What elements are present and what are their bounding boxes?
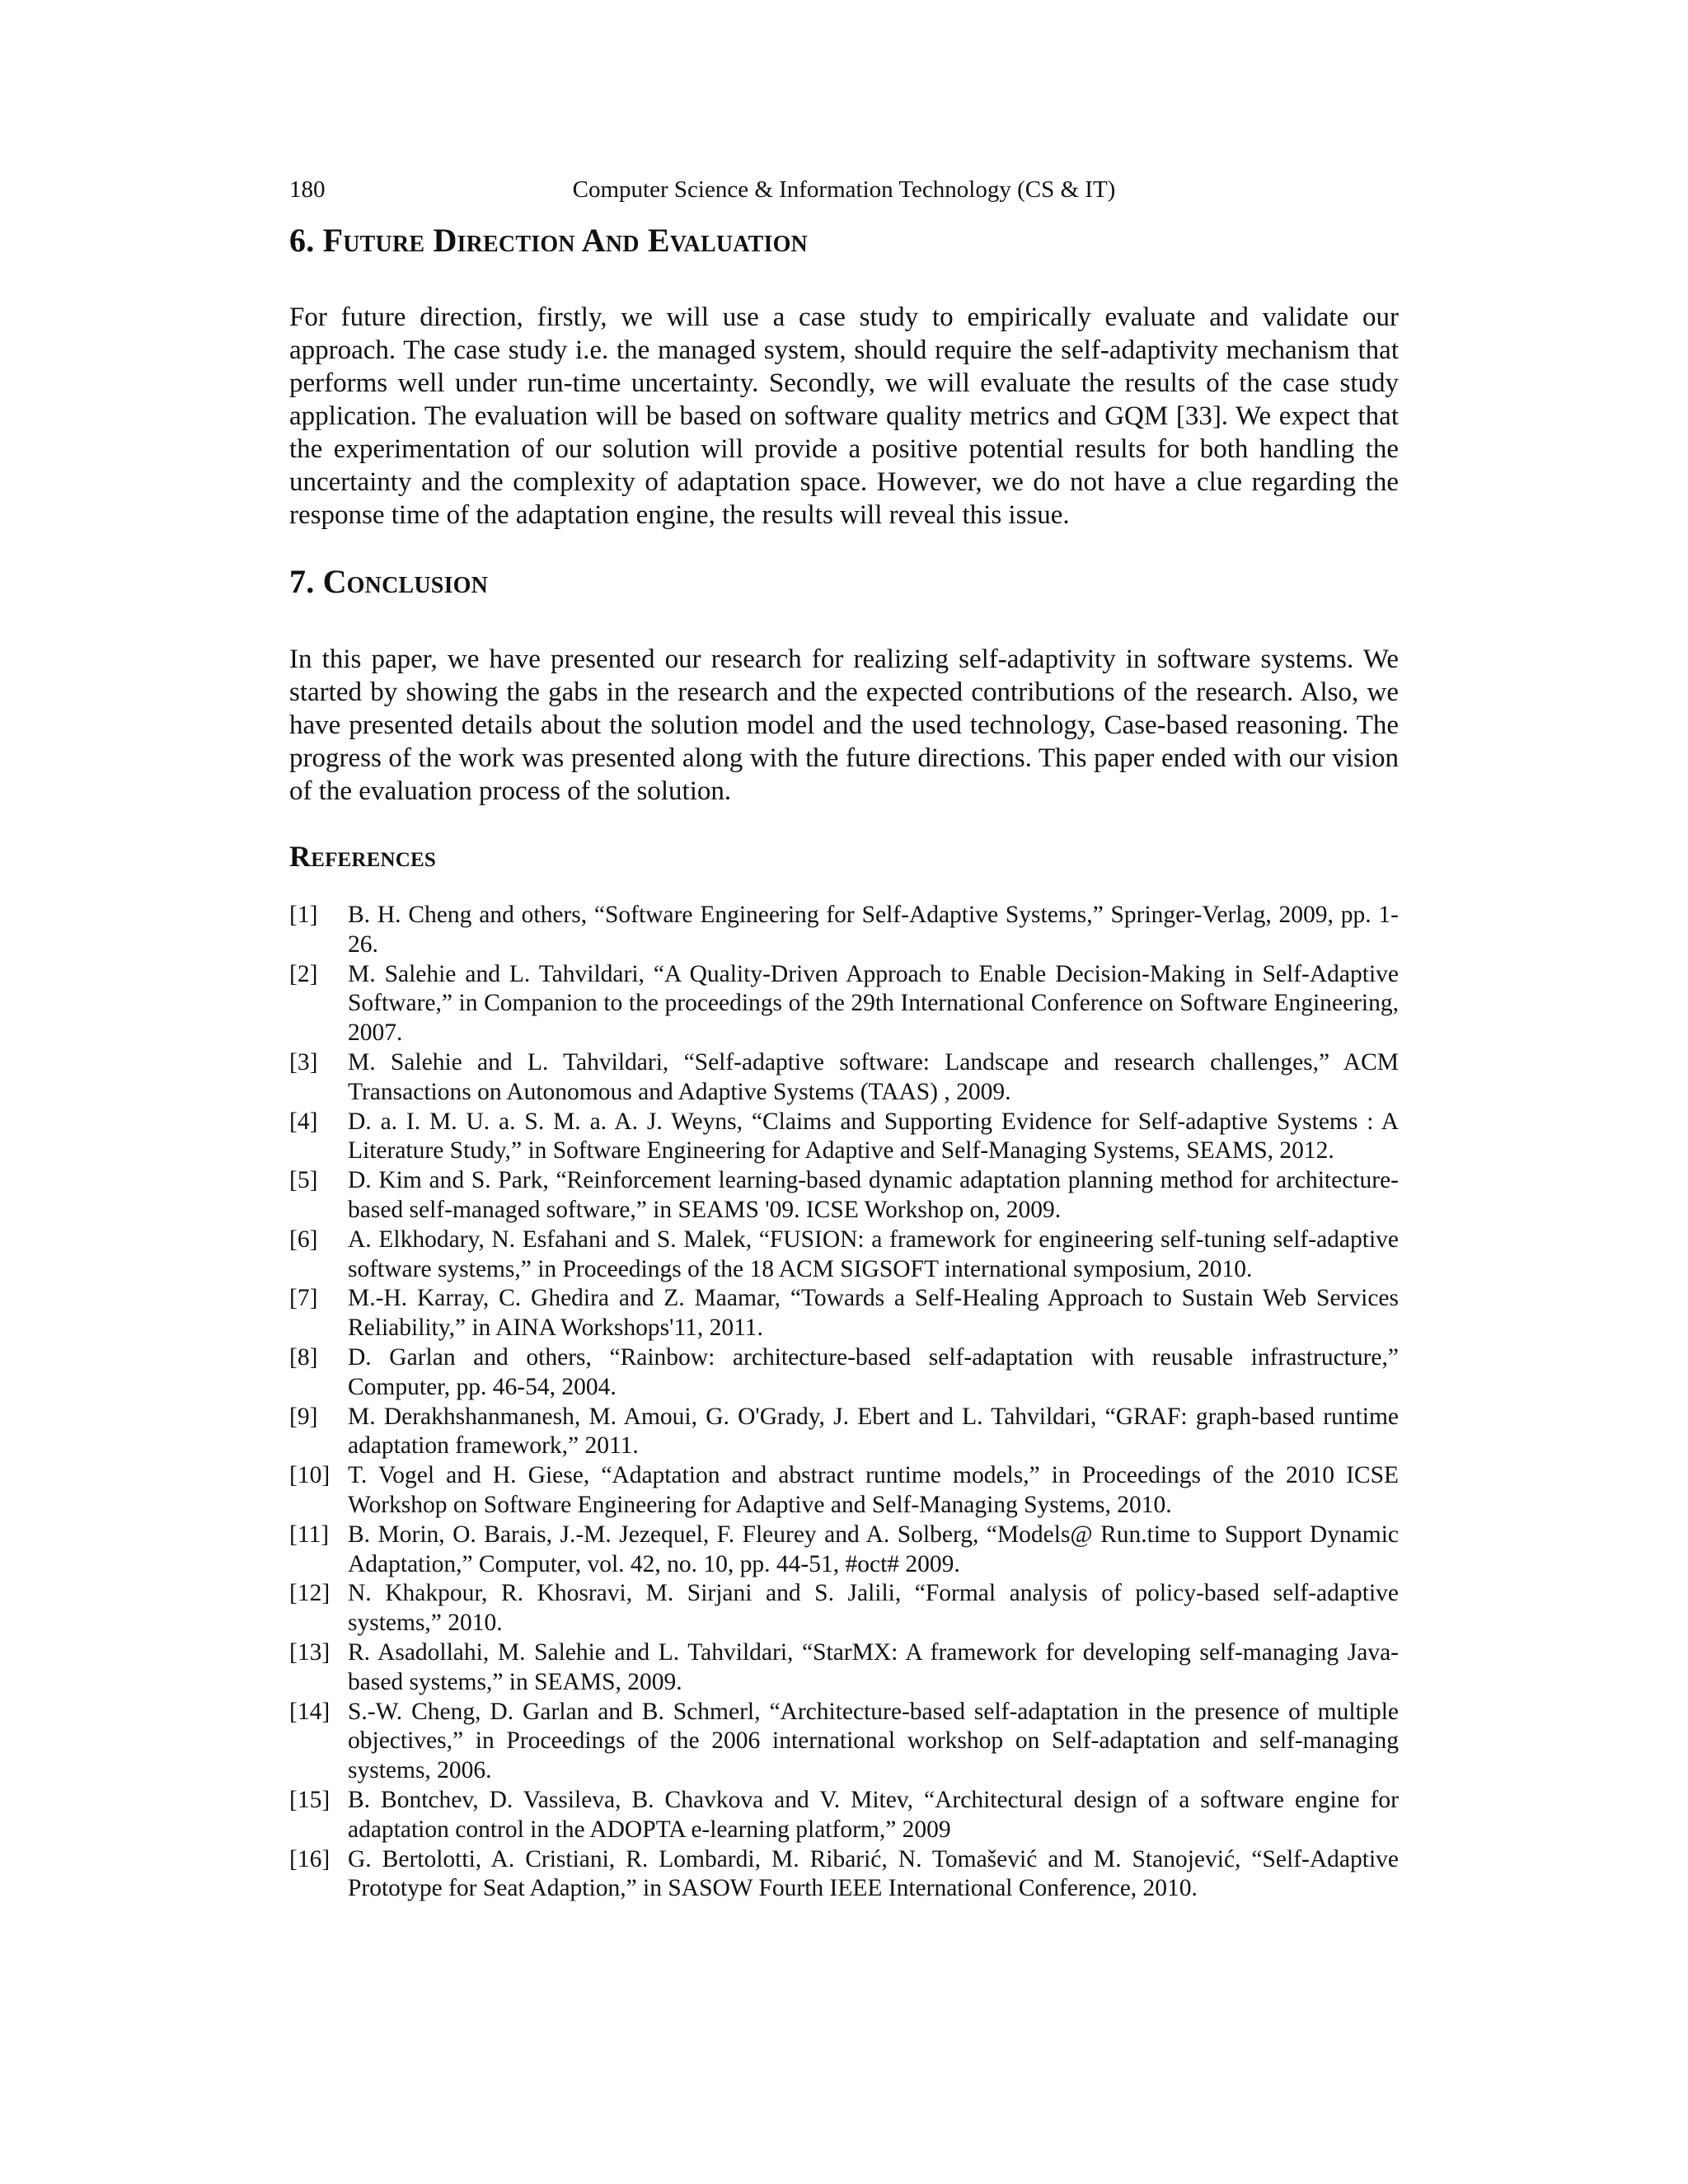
reference-text: D. Kim and S. Park, “Reinforcement learning-based dynamic adaptation planning method for architecture-based self-managed software,” in SEAMS '09. ICSE Workshop on, 2009.: [348, 1167, 1399, 1223]
reference-text: T. Vogel and H. Giese, “Adaptation and abstract runtime models,” in Proceedings of the 2010 ICSE Workshop on Software Engineering for Adaptive and Self-Managing Systems, 2010.: [348, 1462, 1399, 1518]
reference-item: [289, 1343, 1399, 1403]
reference-text: A. Elkhodary, N. Esfahani and S. Malek, “FUSION: a framework for engineering self-tuning self-adaptive software systems,” in Proceedings of the 18 ACM SIGSOFT international symposium, 2010.: [348, 1226, 1399, 1282]
reference-item: [289, 1579, 1399, 1638]
reference-label: [15]: [289, 1786, 331, 1813]
reference-item: [289, 901, 1399, 960]
reference-label: [2]: [289, 960, 318, 987]
reference-item: [289, 1166, 1399, 1226]
reference-item: [289, 1521, 1399, 1580]
reference-label: [14]: [289, 1698, 331, 1725]
reference-label: [3]: [289, 1048, 318, 1076]
reference-label: [12]: [289, 1580, 331, 1607]
reference-text: S.-W. Cheng, D. Garlan and B. Schmerl, “Architecture-based self-adaptation in the presence of multiple objectives,” in Proceedings of the 2006 international workshop on Self-adaptation and self-managing systems, 2006.: [348, 1698, 1399, 1784]
reference-label: [11]: [289, 1521, 330, 1548]
reference-item: [289, 1048, 1399, 1108]
reference-item: [289, 1108, 1399, 1167]
reference-label: [7]: [289, 1285, 318, 1312]
reference-text: M. Salehie and L. Tahvildari, “A Quality-Driven Approach to Enable Decision-Making in Self-Adaptive Software,” in Companion to the proceedings of the 29th International Conference on Software Engineering, 2007.: [348, 960, 1399, 1047]
reference-label: [9]: [289, 1403, 318, 1430]
reference-label: [1]: [289, 902, 318, 928]
reference-text: B. H. Cheng and others, “Software Engineering for Self-Adaptive Systems,” Springer-Verlag, 2009, pp. 1-26.: [348, 902, 1399, 958]
reference-item: [289, 960, 1399, 1048]
section-heading-future-direction: 6. Future Direction And Evaluation: [289, 222, 808, 259]
reference-label: [10]: [289, 1462, 331, 1489]
reference-label: [8]: [289, 1343, 318, 1371]
journal-name: Computer Science & Information Technology (CS & IT): [572, 176, 1116, 203]
reference-text: R. Asadollahi, M. Salehie and L. Tahvildari, “StarMX: A framework for developing self-managing Java-based systems,” in SEAMS, 2009.: [348, 1638, 1399, 1695]
reference-item: [289, 1786, 1399, 1845]
page-header: [289, 173, 1399, 206]
section-heading-references: References: [289, 840, 437, 873]
reference-text: M. Salehie and L. Tahvildari, “Self-adaptive software: Landscape and research challenges,” ACM Transactions on Autonomous and Adaptive Systems (TAAS) , 2009.: [348, 1048, 1399, 1105]
reference-text: M. Derakhshanmanesh, M. Amoui, G. O'Grady, J. Ebert and L. Tahvildari, “GRAF: graph-based runtime adaptation framework,” 2011.: [348, 1403, 1399, 1460]
section-heading-conclusion: 7. Conclusion: [289, 563, 489, 600]
page-number: 180: [289, 176, 326, 203]
reference-text: B. Bontchev, D. Vassileva, B. Chavkova and V. Mitev, “Architectural design of a software engine for adaptation control in the ADOPTA e-learning platform,” 2009: [348, 1786, 1399, 1843]
reference-item: [289, 1226, 1399, 1285]
reference-label: [4]: [289, 1108, 318, 1135]
reference-text: G. Bertolotti, A. Cristiani, R. Lombardi, M. Ribarić, N. Tomašević and M. Stanojević, “Self-Adaptive Prototype for Seat Adaption,” in SASOW Fourth IEEE International Conference, 2010.: [348, 1845, 1399, 1902]
reference-text: D. a. I. M. U. a. S. M. a. A. J. Weyns, “Claims and Supporting Evidence for Self-adaptive Systems : A Literature Study,” in Software Engineering for Adaptive and Self-Managing Systems, SEAMS, 2012.: [348, 1108, 1399, 1165]
reference-item: [289, 1284, 1399, 1343]
reference-item: [289, 1698, 1399, 1786]
reference-item: [289, 1638, 1399, 1698]
reference-item: [289, 1461, 1399, 1521]
reference-label: [6]: [289, 1226, 318, 1253]
reference-text: B. Morin, O. Barais, J.-M. Jezequel, F. Fleurey and A. Solberg, “Models@ Run.time to Support Dynamic Adaptation,” Computer, vol. 42, no. 10, pp. 44-51, #oct# 2009.: [348, 1521, 1399, 1577]
reference-text: D. Garlan and others, “Rainbow: architecture-based self-adaptation with reusable infrastructure,” Computer, pp. 46-54, 2004.: [348, 1343, 1399, 1400]
reference-item: [289, 1403, 1399, 1462]
reference-label: [16]: [289, 1845, 331, 1872]
reference-text: N. Khakpour, R. Khosravi, M. Sirjani and S. Jalili, “Formal analysis of policy-based self-adaptive systems,” 2010.: [348, 1580, 1399, 1637]
future-direction-paragraph: For future direction, firstly, we will use a case study to empirically evaluate and validate our approach. The case study i.e. the managed system, should require the self-adaptivity mechanism that performs well under run-time uncertainty. Secondly, we will evaluate the results of the case study application. The evaluation will be based on software quality metrics and GQM [33]. We expect that the experimentation of our solution will provide a positive potential results for both handling the uncertainty and the complexity of adaptation space. However, we do not have a clue regarding the response time of the adaptation engine, the results will reveal this issue.: [289, 302, 1399, 530]
reference-list: [289, 901, 1399, 1904]
reference-label: [5]: [289, 1167, 318, 1194]
conclusion-paragraph: In this paper, we have presented our research for realizing self-adaptivity in software systems. We started by showing the gabs in the research and the expected contributions of the research. Also, we have presented details about the solution model and the used technology, Case-based reasoning. The progress of the work was presented along with the future directions. This paper ended with our vision of the evaluation process of the solution.: [289, 644, 1399, 806]
reference-text: M.-H. Karray, C. Ghedira and Z. Maamar, “Towards a Self-Healing Approach to Sustain Web Services Reliability,” in AINA Workshops'11, 2011.: [348, 1285, 1399, 1342]
reference-item: [289, 1845, 1399, 1905]
reference-label: [13]: [289, 1638, 331, 1666]
